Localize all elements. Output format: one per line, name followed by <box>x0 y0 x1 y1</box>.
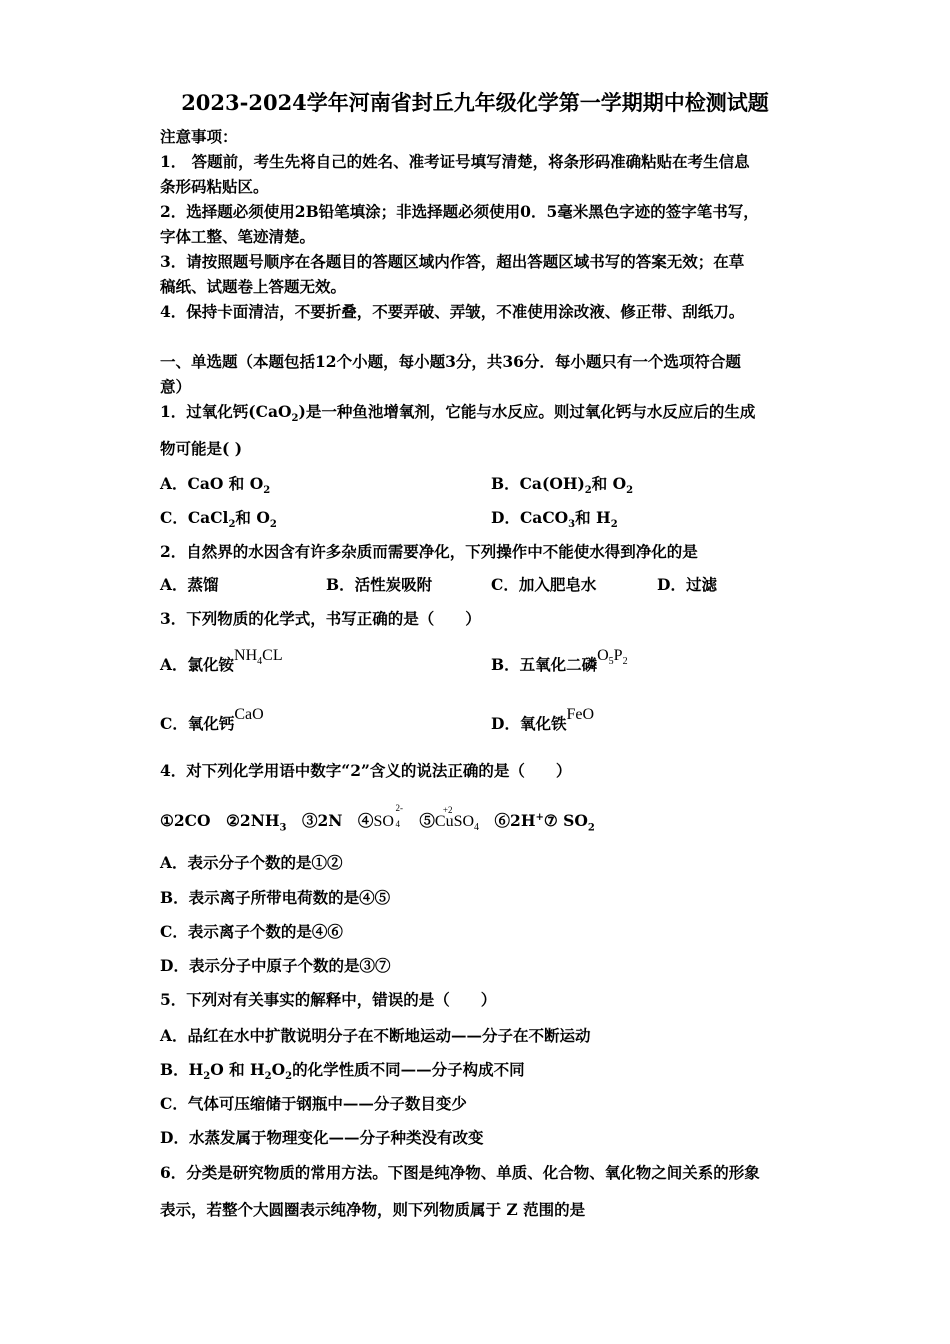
question-4-stem: 4．对下列化学用语中数字“2”含义的说法正确的是（ ） <box>160 761 572 780</box>
formula-nh4cl: $NH_4CL$ <box>234 647 283 668</box>
notice-line-7: 4．保持卡面清洁，不要折叠，不要弄破、弄皱，不准使用涂改液、修正带、刮纸刀。 <box>160 302 745 321</box>
question-5-option-c: C．气体可压缩储于钢瓶中——分子数目变少 <box>160 1094 467 1113</box>
formula-copper-sulfate-anion: $SO_4$ <box>453 813 480 834</box>
question-2-option-a: A．蒸馏 <box>160 575 219 594</box>
notice-line-1: 1． 答题前，考生先将自己的姓名、准考证号填写清楚，将条形码准确粘贴在考生信息 <box>160 152 750 171</box>
question-4-option-a: A．表示分子个数的是①② <box>160 853 343 872</box>
question-6-stem-line-1: 6．分类是研究物质的常用方法。下图是纯净物、单质、化合物、氧化物之间关系的形象 <box>160 1163 760 1182</box>
question-1-option-b: B．$Ca(OH)_2$和 $O_2$ <box>491 474 634 497</box>
question-4-option-b: B．表示离子所带电荷数的是④⑤ <box>160 888 391 907</box>
question-3-option-b: B．五氧化二磷$O_5P_2$ <box>491 647 628 674</box>
question-1-stem-line-1: 1．过氧化钙(CaO$_2$)是一种鱼池增氧剂，它能与水反应。则过氧化钙与水反应后的生成 <box>160 402 756 425</box>
question-3-option-a: A．氯化铵$NH_4CL$ <box>160 647 283 674</box>
question-4-symbols: ①2CO $②2NH_3$ ③2N ④SO 2- 4 ⑤ +2 CuSO$_4$ ⑥2H+⑦ $SO_2$ <box>160 803 595 834</box>
question-3-option-d: D．氧化铁FeO <box>491 706 595 733</box>
notice-line-5: 3．请按照题号顺序在各题目的答题区域内作答，超出答题区域书写的答案无效；在草 <box>160 252 745 271</box>
question-2-option-d: D．过滤 <box>657 575 717 594</box>
page-title: 2023-2024学年河南省封丘九年级化学第一学期期中检测试题 <box>181 90 769 115</box>
question-1-option-c: C．CaCl$_2$和 $O_2$ <box>160 508 277 531</box>
section-heading-line-1: 一、单选题（本题包括12个小题，每小题3分，共36分．每小题只有一个选项符合题 <box>160 352 741 371</box>
question-5-option-b: B．$H_2O$ 和 $H_2O_2$的化学性质不同——分子构成不同 <box>160 1060 525 1083</box>
question-5-option-a: A．品红在水中扩散说明分子在不断地运动——分子在不断运动 <box>160 1026 591 1045</box>
question-4-option-d: D．表示分子中原子个数的是③⑦ <box>160 956 391 975</box>
question-5-stem: 5．下列对有关事实的解释中，错误的是（ ） <box>160 990 497 1009</box>
notice-line-3: 2．选择题必须使用2B铅笔填涂；非选择题必须使用0．5毫米黑色字迹的签字笔书写， <box>160 202 759 221</box>
question-1-stem-line-2: 物可能是( ) <box>160 439 243 458</box>
question-4-option-c: C．表示离子个数的是④⑥ <box>160 922 343 941</box>
formula-cao: CaO <box>234 706 264 723</box>
notice-heading: 注意事项： <box>160 127 238 146</box>
question-6-stem-line-2: 表示，若整个大圆圈表示纯净物，则下列物质属于 Z 范围的是 <box>160 1200 586 1219</box>
question-2-stem: 2．自然界的水因含有许多杂质而需要净化，下列操作中不能使水得到净化的是 <box>160 542 698 561</box>
notice-line-4: 字体工整、笔迹清楚。 <box>160 227 316 246</box>
formula-o5p2: $O_5P_2$ <box>597 647 628 668</box>
question-1-option-a: A．CaO 和 $O_2$ <box>160 474 271 497</box>
notice-line-6: 稿纸、试题卷上答题无效。 <box>160 277 347 296</box>
formula-feo: FeO <box>566 706 595 723</box>
question-1-option-d: D．CaCO$_3$和 $H_2$ <box>491 508 618 531</box>
question-3-option-c: C．氧化钙CaO <box>160 706 264 733</box>
formula-copper-sulfate: +2 Cu <box>434 805 454 831</box>
notice-line-2: 条形码粘贴区。 <box>160 177 269 196</box>
question-5-option-d: D．水蒸发属于物理变化——分子种类没有改变 <box>160 1128 484 1147</box>
formula-sulfate-ion: SO 2- 4 <box>373 803 403 831</box>
section-heading-line-2: 意） <box>160 377 192 396</box>
question-2-option-c: C．加入肥皂水 <box>491 575 597 594</box>
question-3-stem: 3．下列物质的化学式，书写正确的是（ ） <box>160 609 481 628</box>
question-2-option-b: B．活性炭吸附 <box>326 575 433 594</box>
